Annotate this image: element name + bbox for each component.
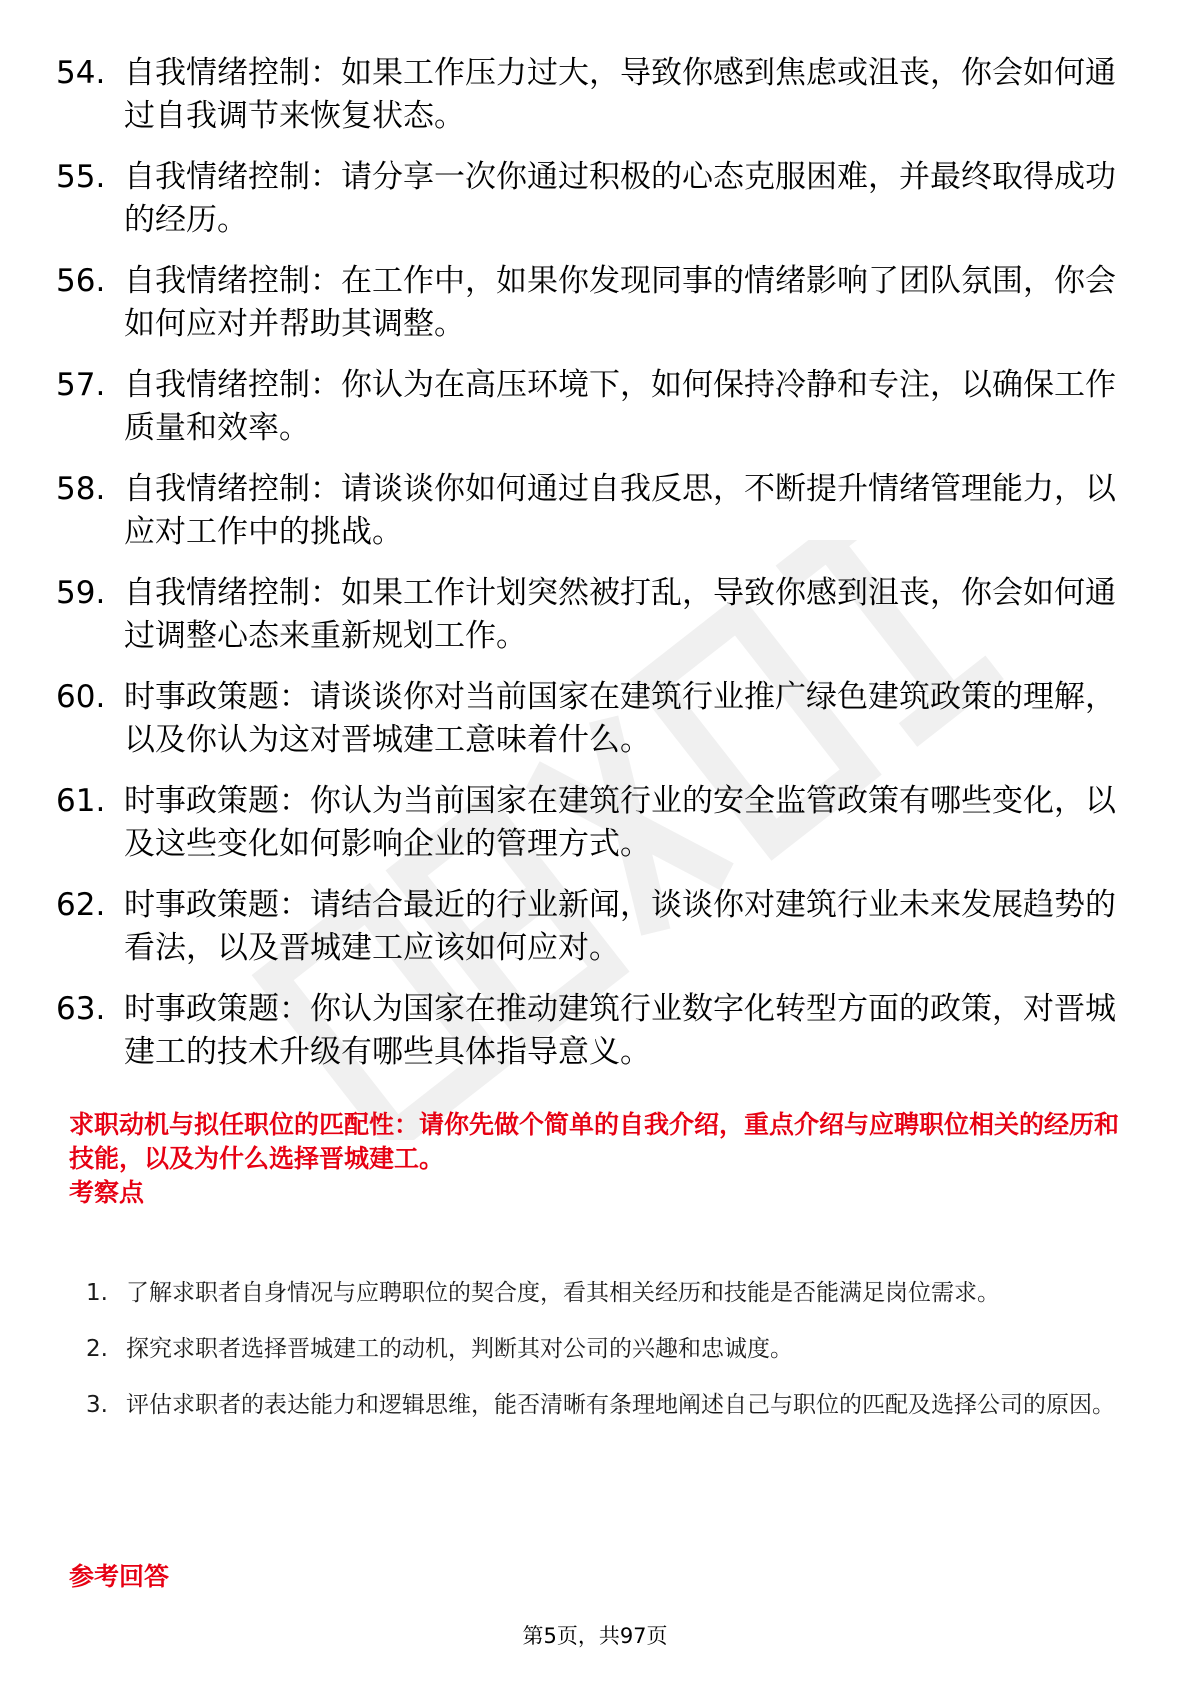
question-number: 57. — [56, 367, 106, 403]
question-number: 54. — [56, 55, 106, 91]
question-item — [56, 156, 1136, 242]
exam-points-label: 考察点 — [69, 1178, 145, 1207]
question-list — [56, 52, 1136, 1092]
exam-point-text: 了解求职者自身情况与应聘职位的契合度，看其相关经历和技能是否能满足岗位需求。 — [126, 1280, 1000, 1306]
question-item — [56, 988, 1136, 1074]
question-text: 自我情绪控制：在工作中，如果你发现同事的情绪影响了团队氛围，你会如何应对并帮助其调整。 — [124, 263, 1116, 342]
question-item — [56, 260, 1136, 346]
question-text: 时事政策题：你认为国家在推动建筑行业数字化转型方面的政策，对晋城建工的技术升级有哪些具体指导意义。 — [124, 991, 1116, 1070]
exam-point-item — [86, 1321, 1126, 1377]
featured-question-heading: 求职动机与拟任职位的匹配性：请你先做个简单的自我介绍，重点介绍与应聘职位相关的经历和技能，以及为什么选择晋城建工。 — [69, 1110, 1120, 1173]
reference-answer-label: 参考回答 — [69, 1562, 170, 1591]
exam-point-text: 探究求职者选择晋城建工的动机，判断其对公司的兴趣和忠诚度。 — [126, 1336, 793, 1362]
question-text: 时事政策题：请结合最近的行业新闻，谈谈你对建筑行业未来发展趋势的看法，以及晋城建工应该如何应对。 — [124, 887, 1116, 966]
question-item — [56, 364, 1136, 450]
question-text: 自我情绪控制：如果工作压力过大，导致你感到焦虑或沮丧，你会如何通过自我调节来恢复状态。 — [124, 55, 1116, 134]
exam-point-number: 3. — [86, 1392, 108, 1418]
question-number: 60. — [56, 679, 106, 715]
question-item — [56, 676, 1136, 762]
question-item — [56, 468, 1136, 554]
exam-points-list — [86, 1265, 1126, 1433]
question-number: 61. — [56, 783, 106, 819]
question-item — [56, 780, 1136, 866]
question-text: 自我情绪控制：你认为在高压环境下，如何保持冷静和专注，以确保工作质量和效率。 — [124, 367, 1116, 446]
question-number: 56. — [56, 263, 106, 299]
exam-point-item — [86, 1265, 1126, 1321]
question-number: 59. — [56, 575, 106, 611]
exam-point-text: 评估求职者的表达能力和逻辑思维，能否清晰有条理地阐述自己与职位的匹配及选择公司的原因。 — [126, 1392, 1115, 1418]
exam-point-number: 1. — [86, 1280, 108, 1306]
question-text: 自我情绪控制：如果工作计划突然被打乱，导致你感到沮丧，你会如何通过调整心态来重新规划工作。 — [124, 575, 1116, 654]
page-footer: 第5页，共97页 — [522, 1624, 668, 1648]
question-text: 自我情绪控制：请分享一次你通过积极的心态克服困难，并最终取得成功的经历。 — [124, 159, 1116, 238]
question-text: 自我情绪控制：请谈谈你如何通过自我反思，不断提升情绪管理能力，以应对工作中的挑战。 — [124, 471, 1116, 550]
question-number: 63. — [56, 991, 106, 1027]
question-number: 62. — [56, 887, 106, 923]
question-text: 时事政策题：请谈谈你对当前国家在建筑行业推广绿色建筑政策的理解，以及你认为这对晋城建工意味着什么。 — [124, 679, 1116, 758]
question-item — [56, 572, 1136, 658]
question-item — [56, 52, 1136, 138]
exam-point-number: 2. — [86, 1336, 108, 1362]
question-number: 58. — [56, 471, 106, 507]
question-item — [56, 884, 1136, 970]
exam-point-item — [86, 1377, 1126, 1433]
question-number: 55. — [56, 159, 106, 195]
question-text: 时事政策题：你认为当前国家在建筑行业的安全监管政策有哪些变化，以及这些变化如何影响企业的管理方式。 — [124, 783, 1116, 862]
